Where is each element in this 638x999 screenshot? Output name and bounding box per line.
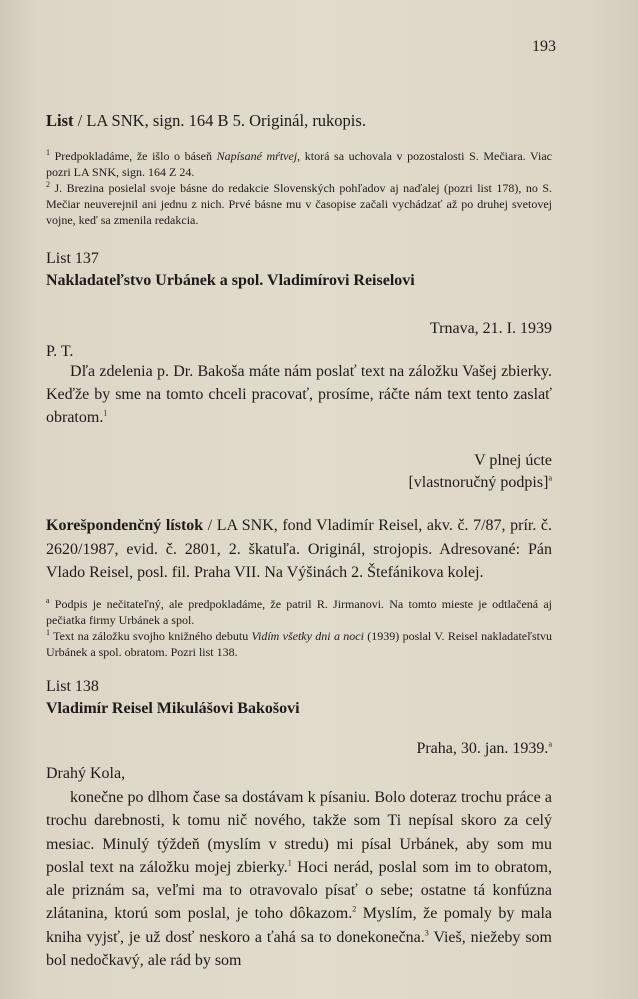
letter-137-closing bbox=[46, 450, 552, 494]
source-label: Korešpondenčný lístok bbox=[46, 517, 204, 534]
page-number: 193 bbox=[532, 38, 556, 55]
letter-138-heading bbox=[46, 676, 552, 720]
poem-title: Napísané mŕtvej bbox=[216, 149, 298, 163]
source-label: List bbox=[46, 111, 74, 130]
letter-137-heading bbox=[46, 248, 552, 292]
letter-title: Nakladateľstvo Urbánek a spol. Vladimírovi Reiselovi bbox=[46, 272, 415, 289]
signature: [vlastnoručný podpis]$^a$ bbox=[408, 473, 552, 491]
letter-138-date: Praha, 30. jan. 1939.$^a$ bbox=[416, 739, 552, 757]
letter-title: Vladimír Reisel Mikulášovi Bakošovi bbox=[46, 700, 300, 717]
source-note-list bbox=[46, 110, 552, 132]
footnote: $^a$ Podpis je nečitateľný, ale predpokladáme, že patril R. Jirmanovi. Na tomto mieste je odtlačená aj pečiatka firmy Urbánek a spol. bbox=[46, 596, 552, 627]
letter-137-salutation: P. T. bbox=[46, 343, 74, 360]
letter-137-body: Dľa zdelenia p. Dr. Bakoša máte nám poslať text na záložku Vašej zbierky. Keďže by sme na tomto chceli pracovať, prosíme, ráčte nám text tento zaslať obratom.$^1$ bbox=[46, 363, 552, 426]
book-title: Vidím všetky dni a noci bbox=[251, 629, 364, 643]
letter-137-footnotes bbox=[46, 596, 552, 660]
footnote: $^2$ J. Brezina posielal svoje básne do redakcie Slovenských pohľadov aj naďalej (pozri list 178), no S. Mečiar neuverejnil ani jednu z nich. Prvé básne mu v časopise začali vychádzať až po druhej svetovej vojne, keď sa zmenila redakcia. bbox=[46, 180, 552, 227]
footnote: $^1$ Predpokladáme, že išlo o báseň Napísané mŕtvej, ktorá sa uchovala v pozostalosti S. Mečiara. Viac pozri LA SNK, sign. 164 Z 24. bbox=[46, 148, 552, 179]
letter-137-date: Trnava, 21. I. 1939 bbox=[429, 320, 552, 337]
footnote: $^1$ Text na záložku svojho knižného debutu Vidím všetky dni a noci (1939) poslal V. Reisel nakladateľstvu Urbánek a spol. obratom. Pozri list 138. bbox=[46, 628, 553, 659]
source-text: / LA SNK, sign. 164 B 5. Originál, rukopis. bbox=[73, 111, 366, 130]
closing: V plnej úcte bbox=[474, 452, 552, 469]
letter-137-source bbox=[46, 514, 552, 585]
source-text: / LA SNK, fond Vladimír Reisel, akv. č. 7/87, prír. č. 2620/1987, evid. č. 2801, 2. škatuľa. Originál, strojopis. Adresované: Pán Vlado Reisel, posl. fil. Praha VII. Na Výšinách 2. Štefánikova kolej. bbox=[46, 517, 552, 581]
letter-number: List 137 bbox=[46, 250, 99, 267]
letter-138-body: konečne po dlhom čase sa dostávam k písaniu. Bolo doteraz trochu práce a trochu darebnosti, k tomu nič nového, takže som Ti nepísal skoro za celý mesiac. Minulý týždeň (myslím v stredu) mi písal Urbánek, aby som mu poslal text na záložku mojej zbierky.$^1$ Hoci nerád, poslal som im to obratom, ale priznám sa, veľmi ma to otravovalo písať o sebe; ostatne tá konfúzna zlátanina, ktorú som poslal, je toho dôkazom.$^2$ Myslím, že pomaly by mala kniha vyjsť, je už dosť neskoro a ťahá sa to donekonečna.$^3$ Vieš, niežeby som bol nedočkavý, ale rád by som bbox=[46, 789, 553, 970]
letter-138-salutation: Drahý Kola, bbox=[46, 765, 126, 782]
letter-number: List 138 bbox=[46, 678, 99, 695]
footnotes-previous-letter bbox=[46, 148, 552, 228]
